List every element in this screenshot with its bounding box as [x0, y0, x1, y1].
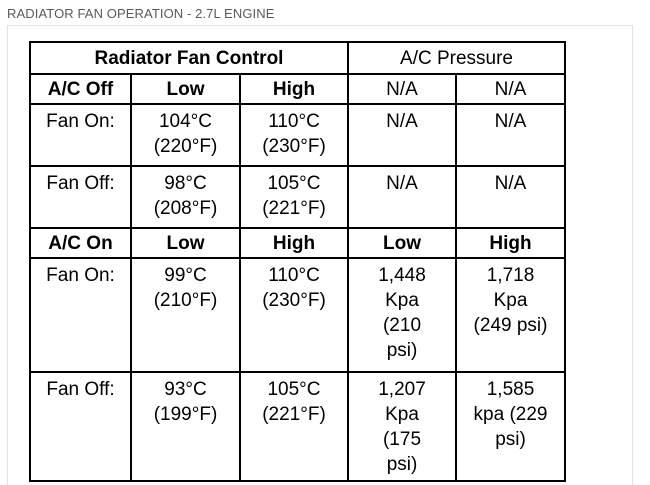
cell-value: 93°C (199°F) — [131, 372, 240, 481]
ac-on-pressure-high-header: High — [456, 228, 565, 258]
cell-value: N/A — [456, 104, 565, 166]
cell-value: 1,585 kpa (229 psi) — [456, 372, 565, 481]
ac-on-high-header: High — [240, 228, 348, 258]
ac-off-pressure-low: N/A — [348, 74, 456, 104]
row-label-fan-on: Fan On: — [30, 104, 131, 166]
cell-value: 1,207 Kpa (175 psi) — [348, 372, 456, 481]
ac-off-low-header: Low — [131, 74, 240, 104]
ac-on-pressure-low-header: Low — [348, 228, 456, 258]
cell-value: 110°C (230°F) — [240, 104, 348, 166]
cell-value: 105°C (221°F) — [240, 166, 348, 228]
cell-value: N/A — [456, 166, 565, 228]
cell-value: 1,718 Kpa (249 psi) — [456, 258, 565, 372]
ac-on-low-header: Low — [131, 228, 240, 258]
radiator-fan-table — [29, 41, 566, 482]
row-label-fan-off: Fan Off: — [30, 372, 131, 481]
ac-on-subheader-row — [30, 228, 565, 258]
row-label-fan-on: Fan On: — [30, 258, 131, 372]
row-label-fan-off: Fan Off: — [30, 166, 131, 228]
page-title: RADIATOR FAN OPERATION - 2.7L ENGINE — [7, 6, 275, 21]
ac-off-label: A/C Off — [30, 74, 131, 104]
header-fan-control: Radiator Fan Control — [30, 42, 348, 74]
cell-value: 98°C (208°F) — [131, 166, 240, 228]
cell-value: N/A — [348, 166, 456, 228]
cell-value: N/A — [348, 104, 456, 166]
cell-value: 99°C (210°F) — [131, 258, 240, 372]
table-row — [30, 166, 565, 228]
ac-off-pressure-high: N/A — [456, 74, 565, 104]
ac-off-high-header: High — [240, 74, 348, 104]
table-row — [30, 258, 565, 372]
header-ac-pressure: A/C Pressure — [348, 42, 565, 74]
table-header-row — [30, 42, 565, 74]
ac-off-subheader-row — [30, 74, 565, 104]
cell-value: 110°C (230°F) — [240, 258, 348, 372]
cell-value: 105°C (221°F) — [240, 372, 348, 481]
ac-on-label: A/C On — [30, 228, 131, 258]
cell-value: 104°C (220°F) — [131, 104, 240, 166]
table-row — [30, 104, 565, 166]
cell-value: 1,448 Kpa (210 psi) — [348, 258, 456, 372]
table-row — [30, 372, 565, 481]
